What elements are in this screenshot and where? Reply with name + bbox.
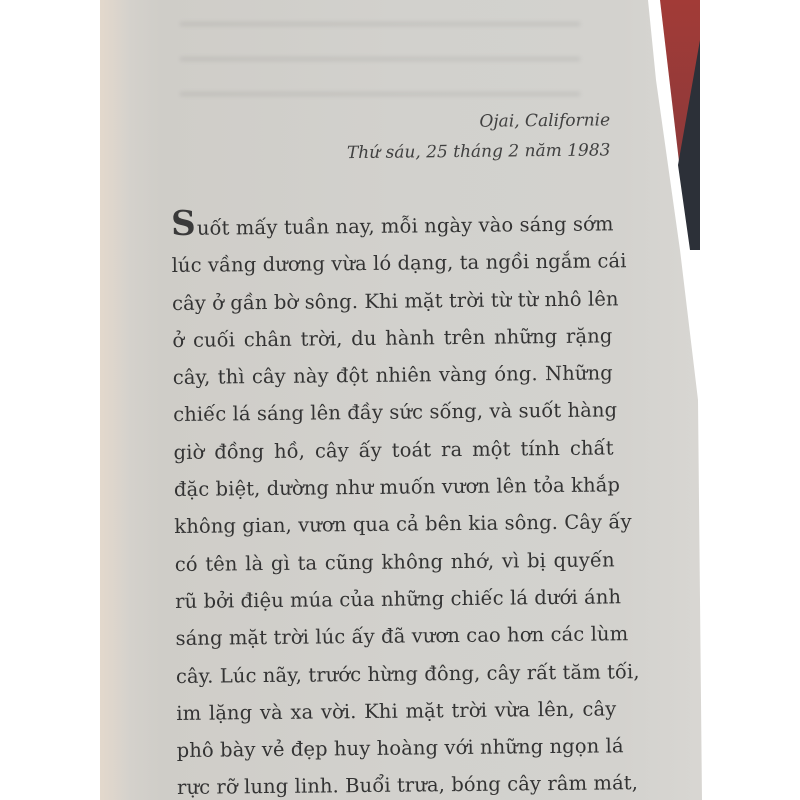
text-line: chiếc lá sáng lên đầy sức sống, và suốt hàng xyxy=(173,398,618,427)
page-content xyxy=(170,105,640,800)
dateline-place: Ojai, Californie xyxy=(479,110,611,132)
body-paragraph xyxy=(170,203,640,800)
text-line: ở cuối chân trời, du hành trên những rặng xyxy=(172,324,613,352)
text-line: cây ở gần bờ sông. Khi mặt trời từ từ nhô lên xyxy=(171,286,619,315)
dateline-date: Thứ sáu, 25 tháng 2 năm 1983 xyxy=(346,140,611,164)
text-line: lúc vầng dương vừa ló dạng, ta ngồi ngắm cái xyxy=(171,249,627,278)
text-line: im lặng và xa vời. Khi mặt trời vừa lên, cây xyxy=(176,697,617,725)
text-line: cây, thì cây này đột nhiên vàng óng. Những xyxy=(172,361,613,390)
drop-cap: S xyxy=(170,203,197,244)
text-line: cây. Lúc nãy, trước hừng đông, cây rất tăm tối, xyxy=(175,659,640,688)
text-line: đặc biệt, dường như muốn vươn lên tỏa khắp xyxy=(173,473,621,502)
text-line: sáng mặt trời lúc ấy đã vươn cao hơn các lùm xyxy=(175,622,629,651)
text-line: giờ đồng hồ, cây ấy toát ra một tính chất xyxy=(173,436,614,464)
text-line-content: uốt mấy tuần nay, mỗi ngày vào sáng sớm xyxy=(196,212,614,240)
page-gutter-shade xyxy=(100,0,130,800)
text-line: phô bày vẻ đẹp huy hoàng với những ngọn lá xyxy=(176,734,624,763)
text-line: rũ bởi điệu múa của những chiếc lá dưới ánh xyxy=(175,585,622,613)
text-line: có tên là gì ta cũng không nhớ, vì bị quyến xyxy=(174,548,615,576)
text-line: không gian, vươn qua cả bên kia sông. Cây ấy xyxy=(174,510,632,539)
show-through-text xyxy=(180,0,580,110)
text-line xyxy=(170,203,614,247)
dateline xyxy=(170,105,611,170)
text-line: rực rỡ lung linh. Buổi trưa, bóng cây râm mát, xyxy=(176,771,639,800)
